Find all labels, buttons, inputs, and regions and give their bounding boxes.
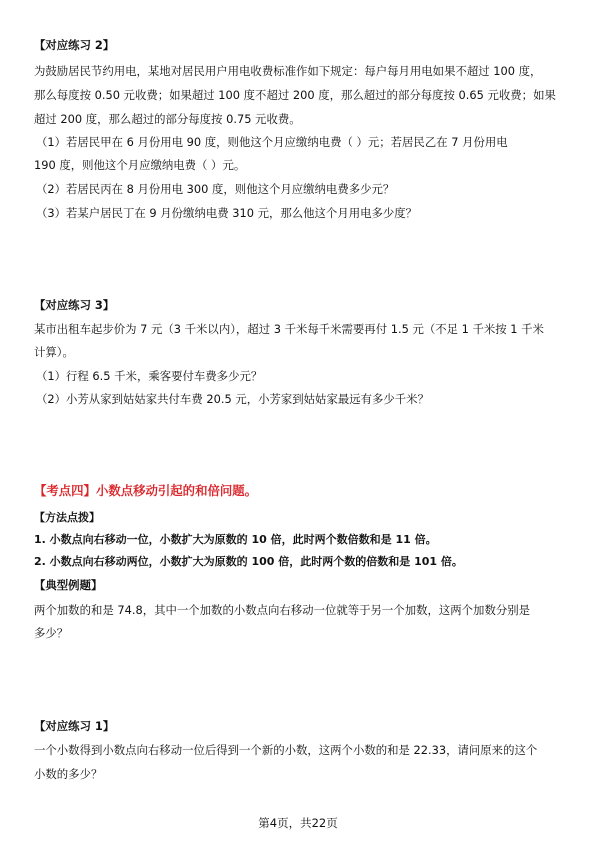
exercise-3-heading: 【对应练习 3】 <box>34 298 115 312</box>
exercise-1-heading: 【对应练习 1】 <box>34 719 115 733</box>
exercise-2-text-line-2: 那么每度按 0.50 元收费；如果超过 100 度不超过 200 度，那么超过的部分每度按 0.65 元收费；如果 <box>34 88 556 102</box>
exercise-3-text-line-1: 某市出租车起步价为 7 元（3 千米以内），超过 3 千米每千米需要再付 1.5 元（不足 1 千米按 1 千米 <box>34 322 544 336</box>
example-text-line-1: 两个加数的和是 74.8，其中一个加数的小数点向右移动一位就等于另一个加数，这两个加数分别是 <box>34 603 531 617</box>
method-point-2: 2. 小数点向右移动两位，小数扩大为原数的 100 倍，此时两个数的倍数和是 101 倍。 <box>34 555 463 568</box>
example-heading: 【典型例题】 <box>34 578 103 592</box>
exercise-3-question-1: （1）行程 6.5 千米，乘客要付车费多少元？ <box>36 369 263 383</box>
exercise-2-question-1a: （1）若居民甲在 6 月份用电 90 度，则他这个月应缴纳电费（ ）元；若居民乙在 7 月份用电 <box>36 135 508 149</box>
exercise-3-question-2: （2）小芳从家到姑姑家共付车费 20.5 元，小芳家到姑姑家最远有多少千米？ <box>36 392 429 406</box>
key-point-4-title: 【考点四】小数点移动引起的和倍问题。 <box>34 483 258 498</box>
example-text-line-2: 多少？ <box>34 626 69 640</box>
exercise-1-text-line-2: 小数的多少？ <box>34 767 103 781</box>
exercise-1-text-line-1: 一个小数得到小数点向右移动一位后得到一个新的小数，这两个小数的和是 22.33，请问原来的这个 <box>34 743 538 757</box>
exercise-2-question-3: （3）若某户居民丁在 9 月份缴纳电费 310 元，那么他这个月用电多少度？ <box>36 206 418 220</box>
exercise-2-text-line-3: 超过 200 度，那么超过的部分每度按 0.75 元收费。 <box>34 112 301 126</box>
method-point-1: 1. 小数点向右移动一位，小数扩大为原数的 10 倍，此时两个数倍数和是 11 倍。 <box>34 533 437 546</box>
exercise-2-text-line-1: 为鼓励居民节约用电，某地对居民用户用电收费标准作如下规定：每户每月用电如果不超过 100 度， <box>34 64 542 78</box>
exercise-3-text-line-2: 计算）。 <box>34 345 74 359</box>
exercise-2-question-2: （2）若居民丙在 8 月份用电 300 度，则他这个月应缴纳电费多少元？ <box>36 182 395 196</box>
exercise-2-heading: 【对应练习 2】 <box>34 38 115 52</box>
exercise-2-question-1b: 190 度，则他这个月应缴纳电费（ ）元。 <box>34 158 246 172</box>
method-heading: 【方法点拨】 <box>34 511 100 524</box>
page-number-footer: 第4页，共22页 <box>258 816 338 830</box>
